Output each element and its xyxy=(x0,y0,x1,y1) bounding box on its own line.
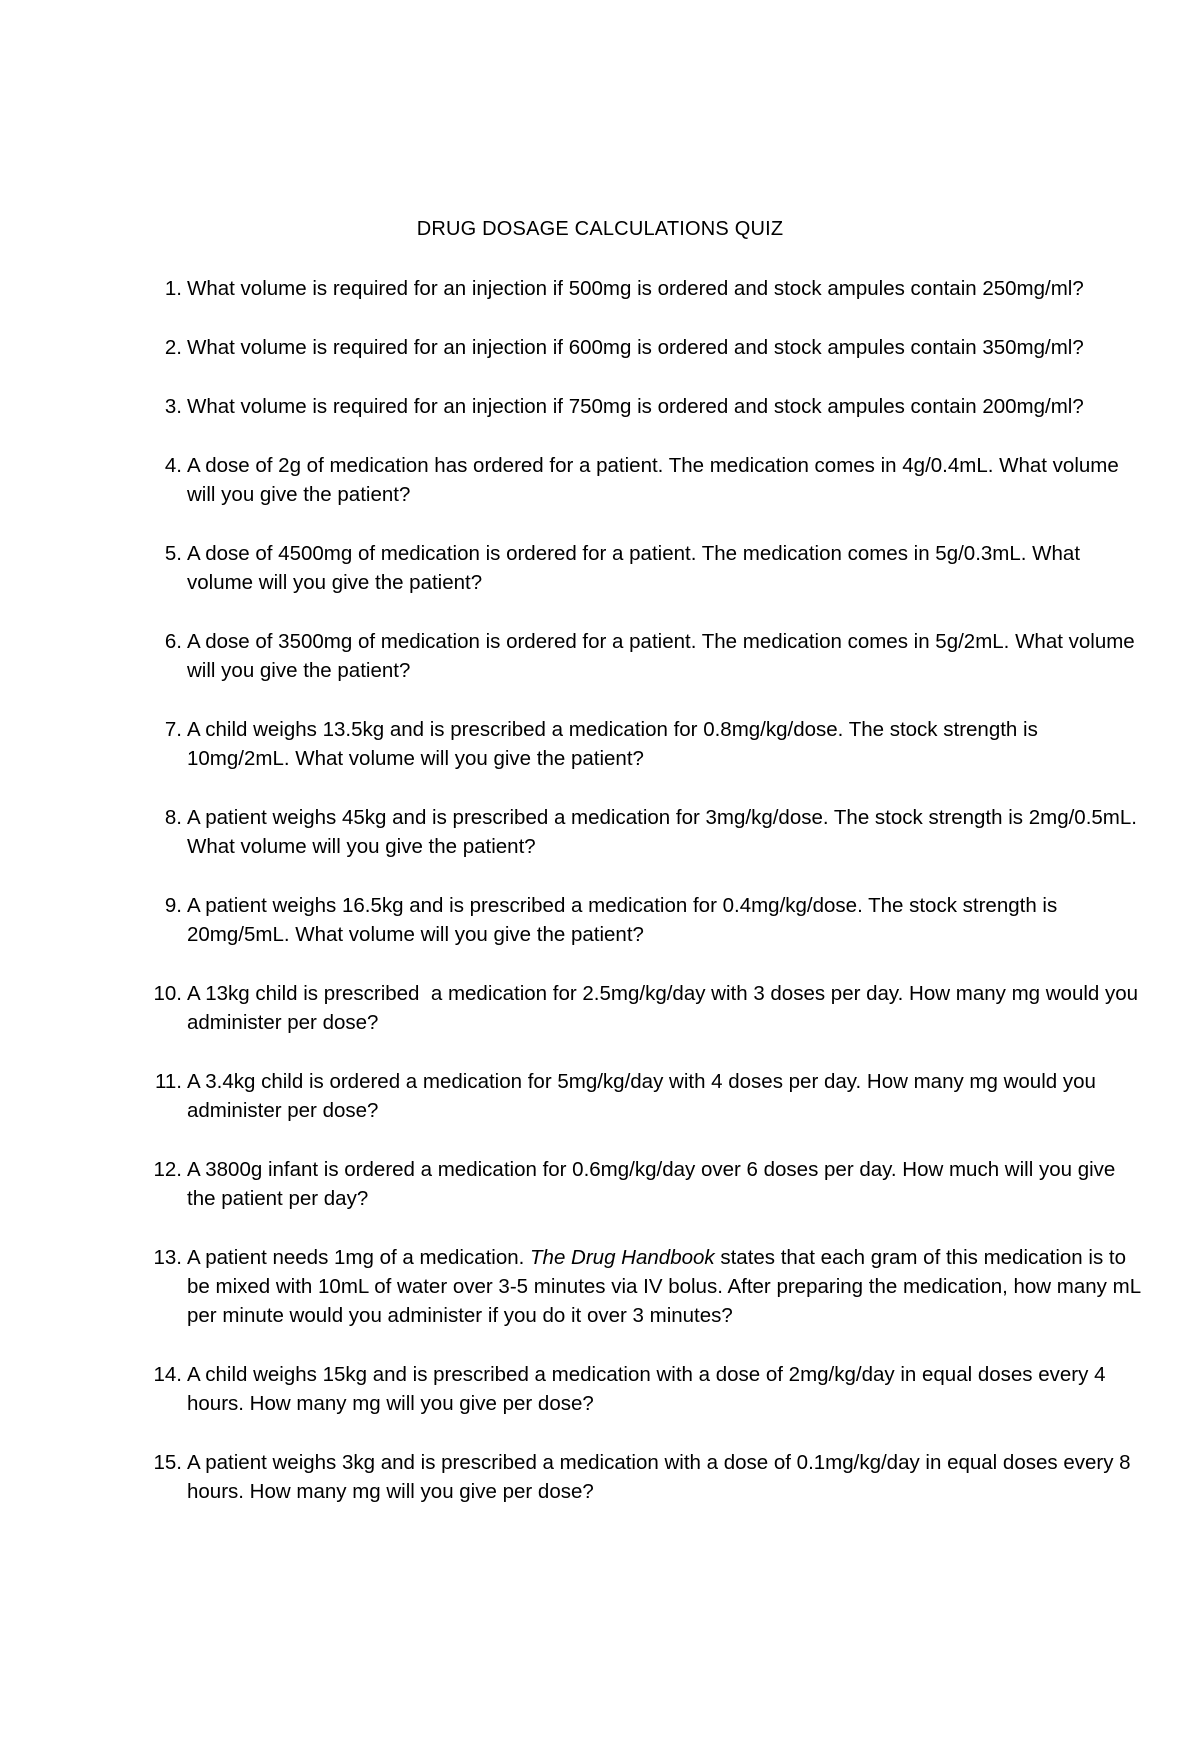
page-title: DRUG DOSAGE CALCULATIONS QUIZ xyxy=(416,218,784,240)
question-number: 12. xyxy=(153,1158,182,1181)
question-text: A patient weighs 3kg and is prescribed a medication with a dose of 0.1mg/kg/day in equal doses every 8 hours. How many mg will you give per dose? xyxy=(187,1451,1131,1503)
question-text-part: states that each gram of this medication is to be mixed with 10mL of water over 3-5 minutes via IV bolus. After preparing the medication, how many mL per minute would you administer if you do it over 3 minutes? xyxy=(187,1246,1141,1327)
question-item-14 xyxy=(146,1360,1146,1418)
question-item-9 xyxy=(146,891,1146,949)
question-item-13 xyxy=(146,1243,1146,1330)
question-item-10 xyxy=(146,979,1146,1037)
question-number: 9. xyxy=(164,894,182,917)
question-text: A child weighs 13.5kg and is prescribed a medication for 0.8mg/kg/dose. The stock strength is 10mg/2mL. What volume will you give the patient? xyxy=(187,718,1038,770)
question-number: 10. xyxy=(153,982,182,1005)
question-text: A 3800g infant is ordered a medication for 0.6mg/kg/day over 6 doses per day. How much will you give the patient per day? xyxy=(187,1158,1116,1210)
question-item-7 xyxy=(146,715,1146,773)
question-number: 8. xyxy=(164,806,182,829)
question-number: 15. xyxy=(153,1451,182,1474)
question-item-8 xyxy=(146,803,1146,861)
question-number: 13. xyxy=(153,1246,182,1269)
question-text: What volume is required for an injection if 500mg is ordered and stock ampules contain 250mg/ml? xyxy=(187,277,1084,300)
question-text: A 3.4kg child is ordered a medication for 5mg/kg/day with 4 doses per day. How many mg would you administer per dose? xyxy=(187,1070,1096,1122)
question-number: 3. xyxy=(164,395,182,418)
question-item-3 xyxy=(146,392,1146,421)
question-item-15 xyxy=(146,1448,1146,1506)
question-text: A dose of 3500mg of medication is ordered for a patient. The medication comes in 5g/2mL. What volume will you give the patient? xyxy=(187,630,1135,682)
question-number: 14. xyxy=(153,1363,182,1386)
question-number: 2. xyxy=(164,336,182,359)
question-number: 4. xyxy=(164,454,182,477)
question-text: A dose of 2g of medication has ordered for a patient. The medication comes in 4g/0.4mL. What volume will you give the patient? xyxy=(187,454,1119,506)
question-text: What volume is required for an injection if 600mg is ordered and stock ampules contain 350mg/ml? xyxy=(187,336,1084,359)
question-item-4 xyxy=(146,451,1146,509)
question-text xyxy=(187,1243,1146,1330)
question-item-1 xyxy=(146,274,1146,303)
question-item-6 xyxy=(146,627,1146,685)
question-item-5 xyxy=(146,539,1146,597)
question-number: 1. xyxy=(164,277,182,300)
question-number: 6. xyxy=(164,630,182,653)
question-item-2 xyxy=(146,333,1146,362)
question-number: 5. xyxy=(164,542,182,565)
question-text: A dose of 4500mg of medication is ordered for a patient. The medication comes in 5g/0.3mL. What volume will you give the patient? xyxy=(187,542,1081,594)
question-number: 11. xyxy=(155,1070,182,1093)
question-text: A patient weighs 45kg and is prescribed a medication for 3mg/kg/dose. The stock strength is 2mg/0.5mL. What volume will you give the patient? xyxy=(187,806,1137,858)
question-text: A 13kg child is prescribed a medication for 2.5mg/kg/day with 3 doses per day. How many mg would you administer per dose? xyxy=(187,982,1144,1034)
question-number: 7. xyxy=(164,718,182,741)
question-text-part: A patient needs 1mg of a medication. xyxy=(187,1246,531,1269)
question-item-11 xyxy=(146,1067,1146,1125)
question-text: What volume is required for an injection if 750mg is ordered and stock ampules contain 200mg/ml? xyxy=(187,395,1084,418)
quiz-question-list xyxy=(146,274,1146,1536)
question-text: A patient weighs 16.5kg and is prescribed a medication for 0.4mg/kg/dose. The stock strength is 20mg/5mL. What volume will you give the patient? xyxy=(187,894,1058,946)
book-title: The Drug Handbook xyxy=(530,1246,715,1269)
question-item-12 xyxy=(146,1155,1146,1213)
question-text: A child weighs 15kg and is prescribed a medication with a dose of 2mg/kg/day in equal doses every 4 hours. How many mg will you give per dose? xyxy=(187,1363,1106,1415)
